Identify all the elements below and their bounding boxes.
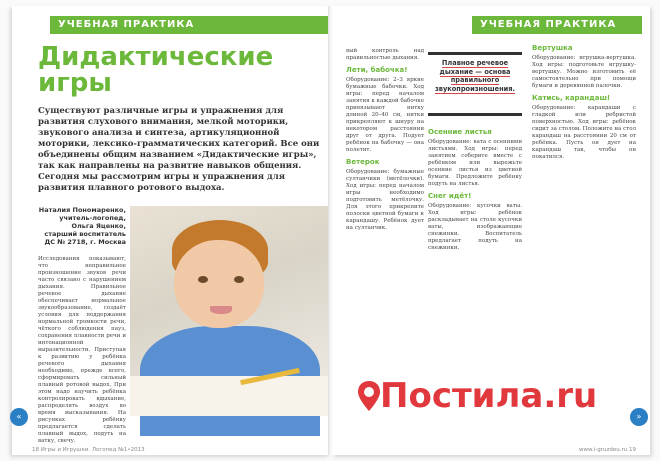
section-text: Оборудование: кусочки ваты. Ход игры: ребёнок раскладывает на столе кусочки ваты, изображающие снежинки. Воспитатель предлагает подуть на снежинки. <box>428 203 522 251</box>
section-text: Оборудование: 2–3 яркие бумажные бабочки. Ход игры: перед началом занятия к каждой бабочке привязывают нитку длиной 20–40 см, нитки прикрепляют к шнуру на некотором расстоянии друг от друга. Подует ребёнок на бабочку — она полетит. <box>346 77 424 153</box>
section-title: Катись, карандаш! <box>532 94 611 102</box>
author-credit: Наталия Пономаренко, учитель-логопед, Ольга Яценко, старший воспитатель ДС № 2718, г. Москва <box>38 206 126 246</box>
left-page <box>12 6 330 455</box>
callout-text: Плавное речевое дыхание — основа правильного звукопроизношения. <box>434 59 516 93</box>
col1-intro: вый контроль над правильностью дыхания. <box>346 48 424 61</box>
section-text: Оборудование: вата с осенними листьями. Ход игры: перед занятием соберите вместе с ребёнком или вырежьте осенние листья из цветной бумаги. Предложите ребёнку подуть на листья. <box>428 139 522 187</box>
callout-box <box>428 52 522 116</box>
section-text: Оборудование: бумажные султанчики (метёлочки). Ход игры: перед началом игры необходимо подготовить метёлочку. Для этого прикрепите полоски цветной бумаги к карандашу. Ребёнок дует на султанчик. <box>346 169 424 231</box>
left-footer: 18 Игры и Игрушки. Логопед №1•2013 <box>32 447 145 453</box>
left-body-text: Исследования показывают, что неправильное произношение звуков речи часто связано с нарушением дыхания. Правильное речевое дыхание обеспечивает нормальное звукообразование, создаёт условия для поддержания нормальной громкости речи, чёткого соблюдения пауз, сохранения плавности речи и интонационной выразительности. Приступая к развитию у ребёнка речевого дыхания необходимо, прежде всего, сформировать сильный плавный ротовой выдох. При этом надо научить ребёнка контролировать вдыхание, распределять воздух во время высказывания. На рисунках ребёнку предлагается сделать плавный выдох, подуть на ватку, свечу. <box>38 256 126 444</box>
prev-page-button[interactable]: « <box>10 408 28 426</box>
next-page-button[interactable]: » <box>630 408 648 426</box>
article-title: Дидактические игры <box>38 42 274 98</box>
section-banner: УЧЕБНАЯ ПРАКТИКА <box>50 16 330 34</box>
section-title: Осенние листья <box>428 128 492 136</box>
pin-icon <box>356 380 382 412</box>
article-lead: Существуют различные игры и упражнения для развития слухового внимания, мелкой моторики, звукового анализа и синтеза, артикуляционной моторики, лексико-грамматических категорий. Все они объединены общим названием «Дидактические игры», так как направлены на развитие навыков общения. Сегодня мы рассмотрим игры и упражнения для развития плавного ротового выдоха. <box>38 106 320 193</box>
right-col-3 <box>532 40 636 370</box>
section-title: Ветерок <box>346 158 380 166</box>
section-text: Оборудование: карандаши с гладкой или ребристой поверхностью. Ход игры: ребёнок сидит за столом. Положите на стол карандаш на расстоянии 20 см от ребёнка. Пусть он дует на карандаш так, чтобы он покатился. <box>532 105 636 160</box>
site-watermark: Постила.ru <box>380 376 598 416</box>
section-title: Вертушка <box>532 44 573 52</box>
child-photo <box>130 206 328 416</box>
section-banner-right: УЧЕБНАЯ ПРАКТИКА <box>472 16 642 34</box>
section-title: Лети, бабочка! <box>346 66 408 74</box>
right-footer: www.i-gruzdeu.ru 19 <box>579 447 636 453</box>
section-text: Оборудование: игрушка-вертушка. Ход игры: подготовьте игрушку-вертушку. Можно изготовить её самостоятельно при помощи бумаги и деревянной палочки. <box>532 55 636 89</box>
section-title: Снег идёт! <box>428 192 472 200</box>
